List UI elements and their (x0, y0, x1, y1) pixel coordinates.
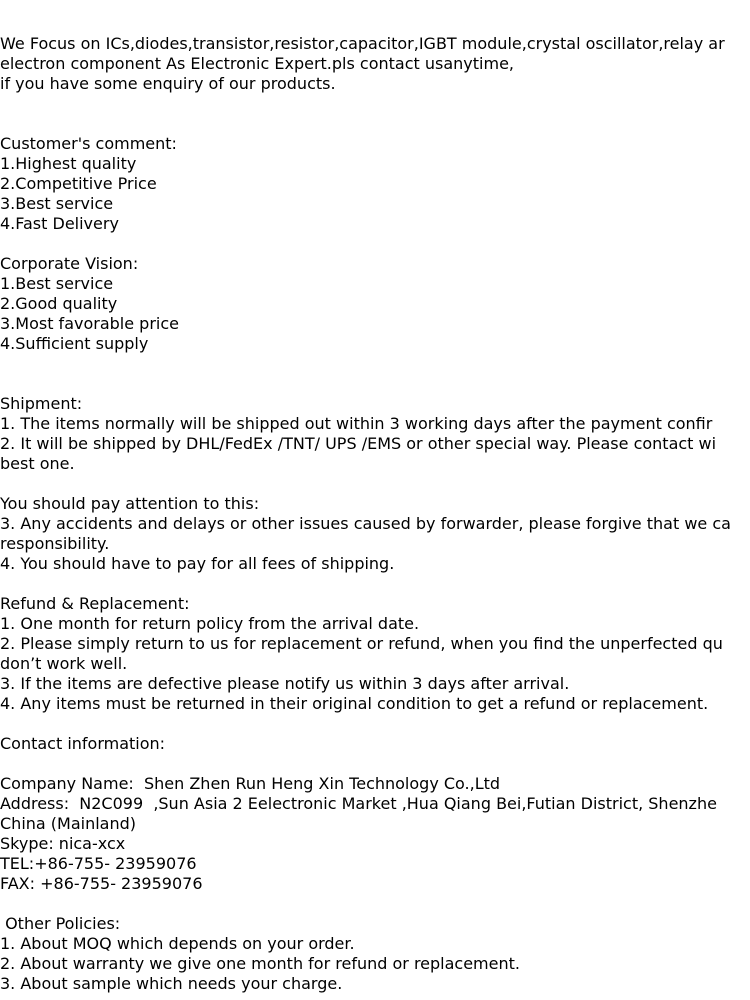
list-item: 2.Good quality (0, 294, 118, 313)
list-item: 1.Best service (0, 274, 114, 293)
list-item: 3. About sample which needs your charge. (0, 974, 343, 993)
spacer (0, 354, 750, 374)
list-item: best one. (0, 454, 75, 473)
attention-heading: You should pay attention to this: (0, 494, 260, 513)
list-item: 3.Best service (0, 194, 114, 213)
intro-line: if you have some enquiry of our products. (0, 74, 336, 93)
corporate-vision-heading: Corporate Vision: (0, 254, 139, 273)
list-item: responsibility. (0, 534, 110, 553)
list-item: 2. Please simply return to us for replacement or refund, when you find the unperfected qu (0, 634, 723, 653)
contact-heading: Contact information: (0, 734, 166, 753)
company-name: Company Name: Shen Zhen Run Heng Xin Technology Co.,Ltd (0, 774, 501, 793)
spacer (0, 574, 750, 594)
address-country: China (Mainland) (0, 814, 137, 833)
telephone: TEL:+86-755- 23959076 (0, 854, 197, 873)
spacer (0, 94, 750, 114)
list-item: 4.Sufficient supply (0, 334, 149, 353)
spacer (0, 114, 750, 134)
list-item: 1. One month for return policy from the arrival date. (0, 614, 420, 633)
list-item: 4. Any items must be returned in their original condition to get a refund or replacement. (0, 694, 709, 713)
spacer (0, 714, 750, 734)
list-item: 3. Any accidents and delays or other issues caused by forwarder, please forgive that we ca (0, 514, 731, 533)
list-item: 1. About MOQ which depends on your order. (0, 934, 355, 953)
list-item: 4.Fast Delivery (0, 214, 119, 233)
list-item: 2.Competitive Price (0, 174, 157, 193)
spacer (0, 234, 750, 254)
list-item: 1. The items normally will be shipped out within 3 working days after the payment confir (0, 414, 713, 433)
intro-line: electron component As Electronic Expert.pls contact usanytime, (0, 54, 514, 73)
fax: FAX: +86-755- 23959076 (0, 874, 203, 893)
list-item: don’t work well. (0, 654, 128, 673)
list-item: 4. You should have to pay for all fees of shipping. (0, 554, 395, 573)
spacer (0, 754, 750, 774)
list-item: 2. It will be shipped by DHL/FedEx /TNT/ UPS /EMS or other special way. Please contact wi (0, 434, 717, 453)
customer-comment-heading: Customer's comment: (0, 134, 177, 153)
spacer (0, 374, 750, 394)
spacer (0, 894, 750, 914)
address: Address: N2C099 ,Sun Asia 2 Eelectronic Market ,Hua Qiang Bei,Futian District, Shenzhe (0, 794, 717, 813)
intro-line: We Focus on ICs,diodes,transistor,resistor,capacitor,IGBT module,crystal oscillator,relay ar (0, 34, 725, 53)
list-item: 3. If the items are defective please notify us within 3 days after arrival. (0, 674, 570, 693)
other-policies-heading: Other Policies: (0, 914, 121, 933)
shipment-heading: Shipment: (0, 394, 83, 413)
list-item: 3.Most favorable price (0, 314, 179, 333)
document-body (0, 34, 750, 994)
list-item: 1.Highest quality (0, 154, 137, 173)
skype: Skype: nica-xcx (0, 834, 126, 853)
list-item: 2. About warranty we give one month for refund or replacement. (0, 954, 520, 973)
refund-heading: Refund & Replacement: (0, 594, 190, 613)
spacer (0, 474, 750, 494)
